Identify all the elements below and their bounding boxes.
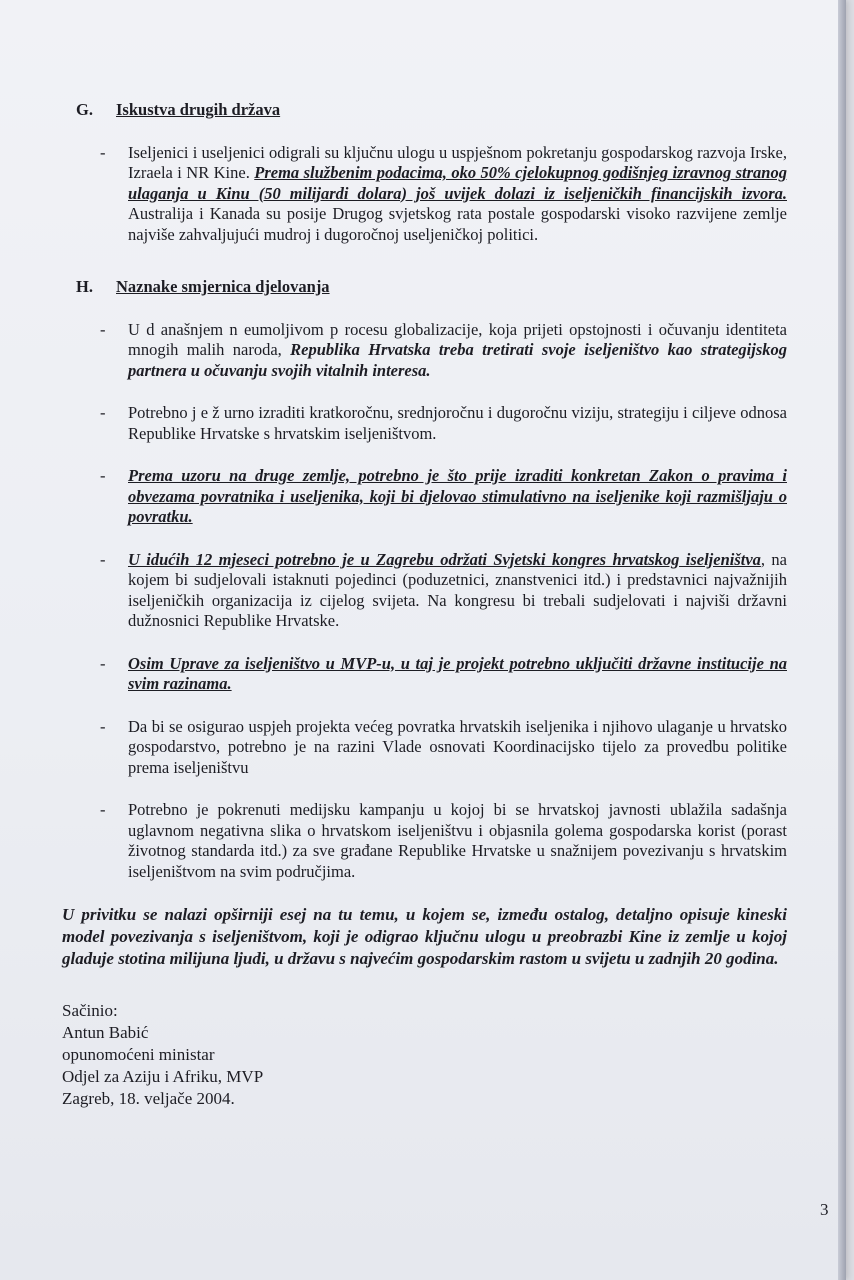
page-number: 3 <box>820 1200 829 1219</box>
signature-department: Odjel za Aziju i Afriku, MVP <box>62 1067 264 1086</box>
bullet-dash: - <box>100 319 106 339</box>
section-g <box>62 100 787 245</box>
item-text: , na kojem bi sudjelovali istaknuti pojedinci (poduzetnici, znanstvenici itd.) i predstavnici najvažnijih iseljeničkih organizacija iz cijelog svijeta. Na kongresu bi trebali sudjelovati i najviši državni dužnosnici Republike Hrvatske. <box>128 549 787 630</box>
bullet-dash: - <box>100 800 106 819</box>
item-text: Da bi se osigurao uspjeh projekta većeg povratka hrvatskih iseljenika i njihovo ulaganje u hrvatsko gospodarstvo, potrebno je na razini Vlade osnovati Koordinacijsko tijelo za provedbu politike prema iseljeništvu <box>128 716 787 777</box>
section-heading <box>76 100 787 121</box>
item-emphasis-text: Osim Uprave za iseljeništvo u MVP-u, u taj je projekt potrebno uključiti državne institucije na svim razinama. <box>128 653 787 693</box>
item-text: Iseljenici i useljenici odigrali su ključnu ulogu u uspješnom pokretanju gospodarskog razvoja Irske, Izraela i NR Kine. <box>128 142 787 182</box>
section-letter: G. <box>76 100 93 119</box>
list-item <box>100 716 787 779</box>
section-h <box>62 277 787 882</box>
section-items <box>62 320 787 883</box>
item-emphasis-text: U idućih 12 mjeseci potrebno je u Zagrebu održati Svjetski kongres hrvatskog iseljeništva <box>128 549 761 569</box>
page-edge <box>838 0 846 1280</box>
signature-block <box>62 1000 787 1110</box>
bullet-dash: - <box>100 142 106 162</box>
item-text: Potrebno j e ž urno izraditi kratkoročnu, srednjoročnu i dugoročnu viziju, strategiju i ciljeve odnosa Republike Hrvatske s hrvatskim iseljeništvom. <box>128 403 787 443</box>
list-item <box>100 549 787 632</box>
section-letter: H. <box>76 277 93 296</box>
list-item <box>100 653 787 695</box>
item-text: U d anašnjem n eumoljivom p rocesu globalizacije, koja prijeti opstojnosti i očuvanju identiteta mnogih malih naroda, <box>128 319 787 359</box>
section-heading <box>76 277 787 298</box>
bullet-dash: - <box>100 716 106 736</box>
signature-place-date: Zagreb, 18. veljače 2004. <box>62 1089 235 1108</box>
signature-position: opunomoćeni ministar <box>62 1045 215 1064</box>
bullet-dash: - <box>100 403 106 422</box>
bullet-dash: - <box>100 549 106 569</box>
section-title: Naznake smjernica djelovanja <box>116 277 330 296</box>
list-item <box>100 466 787 528</box>
closing-paragraph: U privitku se nalazi opširniji esej na tu temu, u kojem se, između ostalog, detaljno opisuje kineski model povezivanja s iseljeništvom, koji je odigrao ključnu ulogu u preobrazbi Kine iz zemlje u kojoj gladuje stotina milijuna ljudi, u državu s najvećim gospodarskim rastom u svijetu u zadnjih 20 godina. <box>62 905 787 968</box>
signature-name: Antun Babić <box>62 1023 149 1042</box>
list-item <box>100 800 787 882</box>
bullet-dash: - <box>100 653 106 673</box>
item-emphasis-text: Republika Hrvatska treba tretirati svoje iseljeništvo kao strategijskog partnera u očuvanju svojih vitalnih interesa. <box>128 340 787 380</box>
list-item <box>100 142 787 246</box>
document-body <box>62 100 787 1110</box>
list-item <box>100 403 787 444</box>
signature-label: Sačinio: <box>62 1001 118 1020</box>
bullet-dash: - <box>100 466 106 485</box>
item-text: Potrebno je pokrenuti medijsku kampanju u kojoj bi se hrvatskoj javnosti ublažila sadašnja uglavnom negativna slika o hrvatskom iseljeništvu i objasnila golema gospodarska korist (porast životnog standarda itd.) za sve građane Republike Hrvatske u snažnijem povezivanju s hrvatskim iseljeništvom na svim područjima. <box>128 800 787 881</box>
section-title: Iskustva drugih država <box>116 100 281 119</box>
item-emphasis-text: Prema uzoru na druge zemlje, potrebno je što prije izraditi konkretan Zakon o pravima i obvezama povratnika i useljenika, koji bi djelovao stimulativno na iseljenike koji razmišljaju o povratku. <box>128 466 787 526</box>
list-item <box>100 319 787 382</box>
item-emphasis-text: Prema službenim podacima, oko 50% cjelokupnog godišnjeg izravnog stranog ulaganja u Kinu (50 milijardi dolara) još uvijek dolazi iz iseljeničkih financijskih izvora. <box>128 163 787 203</box>
item-text: Australija i Kanada su posije Drugog svjetskog rata postale gospodarski visoko razvijene zemlje najviše zahvaljujući mudroj i dugoročnoj useljeničkoj politici. <box>128 204 787 244</box>
section-items <box>62 143 787 246</box>
